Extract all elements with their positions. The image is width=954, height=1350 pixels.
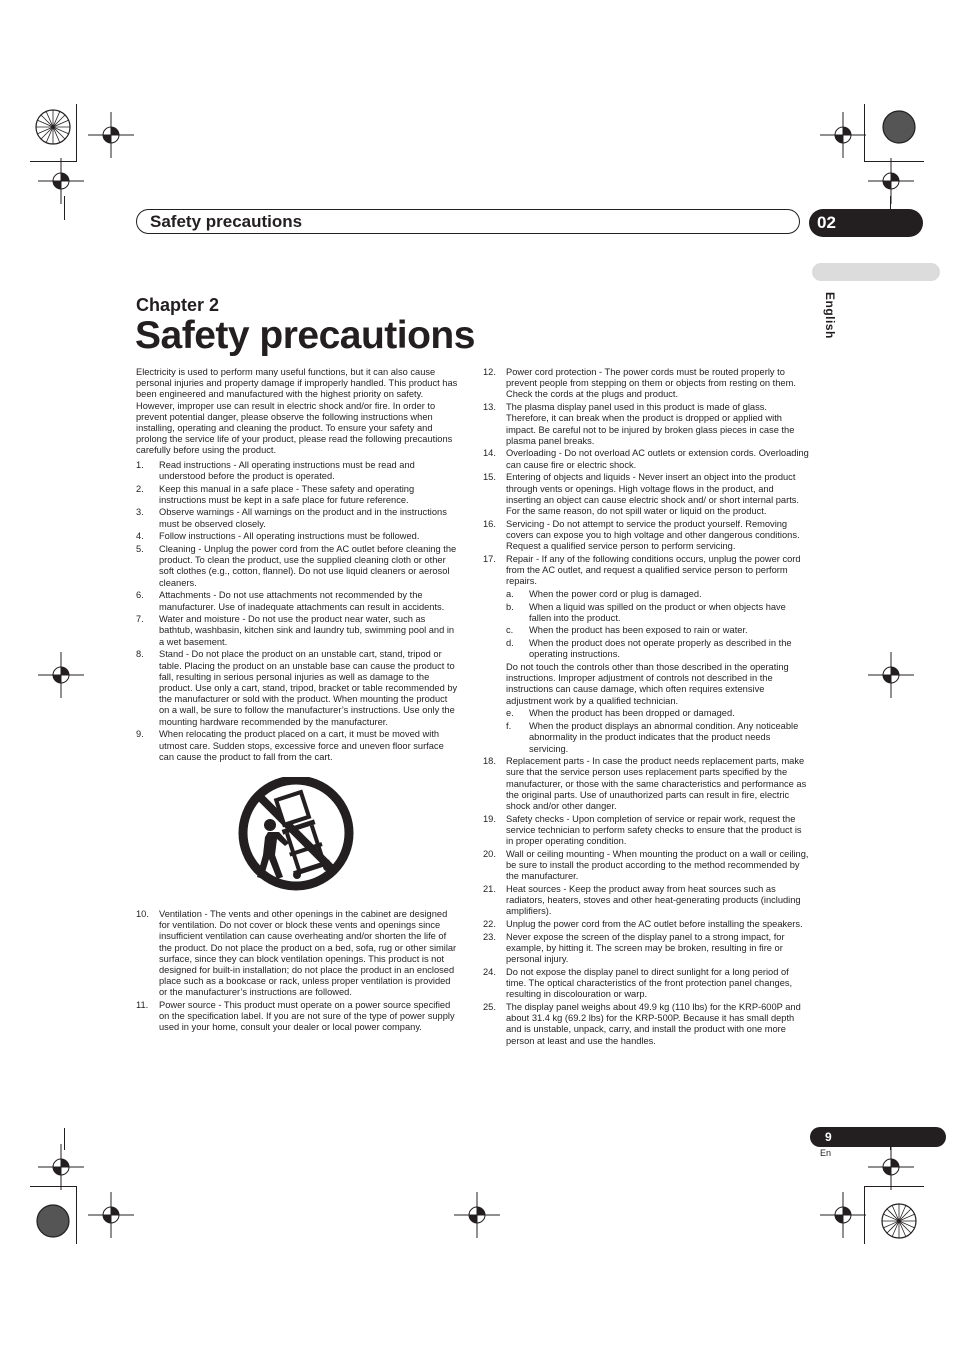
chapter-number-badge: 02 xyxy=(809,209,923,237)
right-column xyxy=(483,367,810,1048)
intro-paragraph: Electricity is used to perform many useful functions, but it can also cause personal injuries and property damage if improperly handled. This product has been engineered and manufactured with the highest priority on safety. However, improper use can result in electric shock and/or fire. In order to prevent potential danger, please observe the following instructions when installing, operating and cleaning the product. To ensure your safety and prolong the service life of your product, please read the following precautions carefully before using the product. xyxy=(136,367,458,456)
crosshair-mark-icon xyxy=(38,1144,84,1190)
list-item: 7. Water and moisture - Do not use the product near water, such as bathtub, washbasin, kitchen sink and laundry tub, swimming pool and in a wet basement. xyxy=(136,614,455,647)
crop-line xyxy=(864,104,865,162)
list-item: 18. Replacement parts - In case the product needs replacement parts, make sure that the service person uses replacement parts specified by the manufacturer, or those with the same characteristics and performance as the original parts. Use of unauthorized parts can result in fire, electric shock and/or other danger. xyxy=(483,756,807,812)
list-item: 16. Servicing - Do not attempt to service the product yourself. Removing covers can expose you to high voltage and other dangerous conditions. Request a qualified service person to perform servicing. xyxy=(483,518,800,552)
list-item: 5. Cleaning - Unplug the power cord from the AC outlet before cleaning the product. To clean the product, use the supplied cleaning cloth or other soft clothes (e.g., cotton, flannel). Do not use liquid cleaners or aerosol cleaners. xyxy=(136,544,457,588)
list-item: 10. Ventilation - The vents and other openings in the cabinet are designed for ventilation. Do not cover or block these vents and openings since insufficient ventilation can cause overheating and/or shorten the life of the product. Do not place the product on a bed, sofa, rug or other similar surface, since they can block ventilation openings. This product is not designed for built-in installation; do not place the product in an enclosed place such as a bookcase or rack, unless proper ventilation is provided or the manufacturer’s instructions are followed. xyxy=(136,908,457,998)
page-number-badge: 9 xyxy=(810,1127,946,1147)
list-item: 4. Follow instructions - All operating instructions must be followed. xyxy=(136,531,420,542)
left-column xyxy=(136,367,460,1035)
sub-list-item: d. When the product does not operate properly as described in the operating instructions. xyxy=(506,638,792,660)
precautions-list-3 xyxy=(483,367,810,1047)
crosshair-mark-icon xyxy=(868,652,914,698)
list-item: 24. Do not expose the display panel to direct sunlight for a long period of time. The optical characteristics of the front protection panel changes, resulting in discolouration or warp. xyxy=(483,966,793,1000)
precautions-list-1 xyxy=(136,460,460,763)
sub-list-item: c. When the product has been exposed to rain or water. xyxy=(506,625,748,636)
crop-line xyxy=(76,1186,77,1244)
crosshair-mark-icon xyxy=(820,112,866,158)
list-item: 1. Read instructions - All operating instructions must be read and understood before the product is operated. xyxy=(136,459,415,481)
crop-line xyxy=(30,161,76,162)
list-item: 14. Overloading - Do not overload AC outlets or extension cords. Overloading can cause fire or electric shock. xyxy=(483,448,809,470)
list-item: 25. The display panel weighs about 49.9 kg (110 lbs) for the KRP-600P and about 31.4 kg (69.2 lbs) for the KRP-500P. Because it has small depth and is unstable, unpack, carry, and install the product with one more person at least and use the handles. xyxy=(483,1001,801,1046)
list-item: 17. Repair - If any of the following conditions occurs, unplug the power cord from the AC outlet, and request a qualified service person to perform repairs. xyxy=(483,553,801,587)
list-item: 3. Observe warnings - All warnings on the product and in the instructions must be observed closely. xyxy=(136,507,447,529)
sub-list-item: b. When a liquid was spilled on the product or when objects have fallen into the product. xyxy=(506,601,786,623)
crosshair-mark-icon xyxy=(820,1192,866,1238)
language-tab xyxy=(812,263,940,281)
registration-mark-icon xyxy=(30,104,76,150)
page-title: Safety precautions xyxy=(135,314,475,357)
list-item: 23. Never expose the screen of the display panel to a strong impact, for example, by hitting it. The screen may be broken, resulting in fire or personal injury. xyxy=(483,931,785,965)
sub-list-item: a. When the power cord or plug is damaged. xyxy=(506,588,702,599)
page-language-code: En xyxy=(820,1148,832,1158)
header-title: Safety precautions xyxy=(150,212,303,231)
list-item: 11. Power source - This product must operate on a power source specified on the specification label. If you are not sure of the type of power supply used in your home, consult your dealer or local power company. xyxy=(136,1000,455,1033)
list-item: 2. Keep this manual in a safe place - These safety and operating instructions must be kept in a safe place for future reference. xyxy=(136,483,415,505)
crosshair-mark-icon xyxy=(38,652,84,698)
crop-line xyxy=(64,196,65,220)
crosshair-mark-icon xyxy=(88,1192,134,1238)
crop-line xyxy=(64,1128,65,1150)
repair-note: Do not touch the controls other than those described in the operating instructions. Improper adjustment of controls not described in the instructions can cause damage, which often requires extensive adjustment work by a qualified technician. xyxy=(506,662,789,706)
list-item: 19. Safety checks - Upon completion of service or repair work, request the service technician to perform safety checks to ensure that the product is in proper operating condition. xyxy=(483,813,802,847)
chapter-label: Chapter 2 xyxy=(136,295,220,315)
list-item: 21. Heat sources - Keep the product away from heat sources such as radiators, heaters, stoves and other heat-generating products (including amplifiers). xyxy=(483,883,801,917)
sub-list-item: f. When the product displays an abnormal condition. Any noticeable abnormality in the product indicates that the product needs servicing. xyxy=(506,721,799,754)
list-item: 22. Unplug the power cord from the AC outlet before installing the speakers. xyxy=(483,919,803,930)
sub-list-item: e. When the product has been dropped or damaged. xyxy=(506,708,735,719)
crop-line xyxy=(864,1186,865,1244)
crop-line xyxy=(76,104,77,162)
language-label: English xyxy=(823,292,837,339)
list-item: 8. Stand - Do not place the product on an unstable cart, stand, tripod or table. Placing the product on an unstable base can cause the product to fall, resulting in serious personal injuries as well as damage to the product. Use only a cart, stand, tripod, bracket or table recommended by the manufacturer or sold with the product. When mounting the product on a wall, be sure to follow the manufacturer’s instructions. Use only the mounting hardware recommended by the manufacturer. xyxy=(136,649,458,727)
registration-mark-icon xyxy=(876,1198,922,1244)
crop-line xyxy=(864,161,924,162)
list-item: 9. When relocating the product placed on a cart, it must be moved with utmost care. Sudden stops, excessive force and uneven floor surface can cause the product to fall from the cart. xyxy=(136,729,444,762)
crop-line xyxy=(30,1186,76,1187)
list-item: 6. Attachments - Do not use attachments not recommended by the manufacturer. Use of inadequate attachments can result in accidents. xyxy=(136,590,445,612)
registration-mark-icon xyxy=(876,104,922,150)
crosshair-mark-icon xyxy=(88,112,134,158)
crosshair-mark-icon xyxy=(868,158,914,204)
no-cart-tipping-icon xyxy=(235,777,361,895)
crosshair-mark-icon xyxy=(454,1192,500,1238)
list-item: 12. Power cord protection - The power cords must be routed properly to prevent people from stepping on them or objects from resting on them. Check the cords at the plugs and product. xyxy=(483,367,796,400)
list-item: 13. The plasma display panel used in this product is made of glass. Therefore, it can break when the product is dropped or applied with impact. Be careful not to be injured by broken glass pieces in case the plasma panel breaks. xyxy=(483,402,795,446)
registration-mark-icon xyxy=(30,1198,76,1244)
list-item: 15. Entering of objects and liquids - Never insert an object into the product through vents or openings. High voltage flows in the product, and inserting an object can cause electric shock and/ or short internal parts. For the same reason, do not spill water or liquid on the product. xyxy=(483,472,800,516)
list-item: 20. Wall or ceiling mounting - When mounting the product on a wall or ceiling, be sure to install the product according to the method recommended by the manufacturer. xyxy=(483,848,809,882)
crop-line xyxy=(864,1186,924,1187)
crosshair-mark-icon xyxy=(868,1144,914,1190)
precautions-list-2 xyxy=(136,909,460,1034)
crosshair-mark-icon xyxy=(38,158,84,204)
